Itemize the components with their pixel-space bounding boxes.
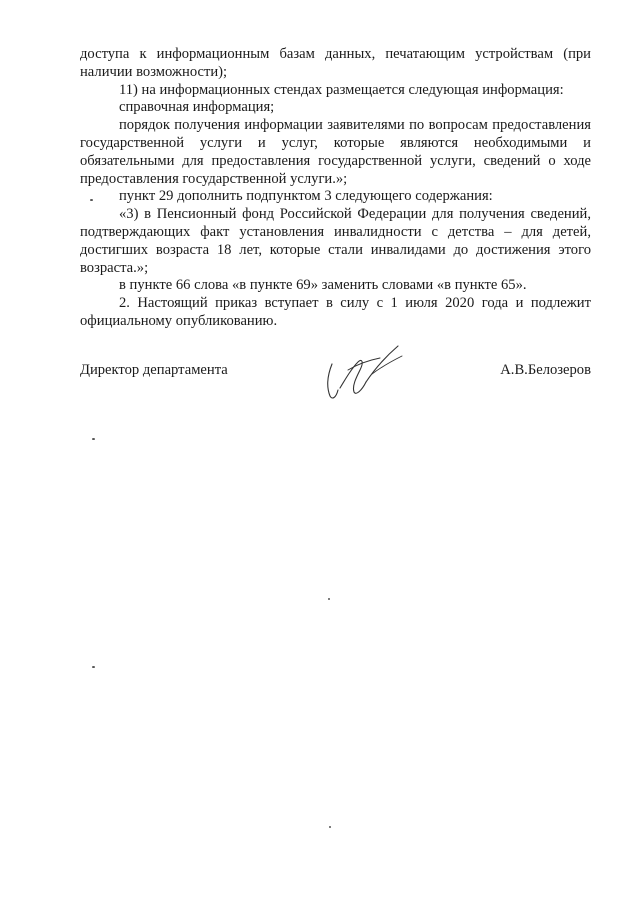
scan-speck: [92, 666, 95, 668]
scan-speck: [90, 199, 93, 201]
handwritten-signature: [318, 340, 418, 410]
scan-speck: [328, 598, 330, 600]
scan-speck: [329, 826, 331, 828]
paragraph-reference-info: справочная информация;: [119, 99, 275, 116]
paragraph-access-continuation: доступа к информационным базам данных, печатающим устройствам (при наличии возможности);: [80, 46, 591, 80]
paragraph-clause-66: в пункте 66 слова «в пункте 69» заменить словами «в пункте 65».: [119, 277, 527, 294]
document-body: [80, 46, 591, 331]
signatory-position: Директор департамента: [80, 362, 228, 378]
signatory-name: А.В.Белозеров: [500, 362, 591, 378]
paragraph-item-11: 11) на информационных стендах размещается следующая информация:: [119, 81, 564, 98]
paragraph-effective-date: 2. Настоящий приказ вступает в силу с 1 июля 2020 года и подлежит официальному опубликованию.: [80, 295, 591, 329]
scan-speck: [92, 438, 95, 440]
paragraph-clause-29: пункт 29 дополнить подпунктом 3 следующего содержания:: [119, 188, 493, 205]
paragraph-procedure: порядок получения информации заявителями по вопросам предоставления государственной услуги и услуг, которые являются необходимыми и обязательными для предоставления государственной услуги, сведений о ходе предоставления государственной услуги.»;: [80, 117, 591, 187]
paragraph-subclause-3: «3) в Пенсионный фонд Российской Федерации для получения сведений, подтверждающих факт установления инвалидности с детства – для детей, достигших возраста 18 лет, которые стали инвалидами до достижения этого возраста.»;: [80, 206, 591, 276]
